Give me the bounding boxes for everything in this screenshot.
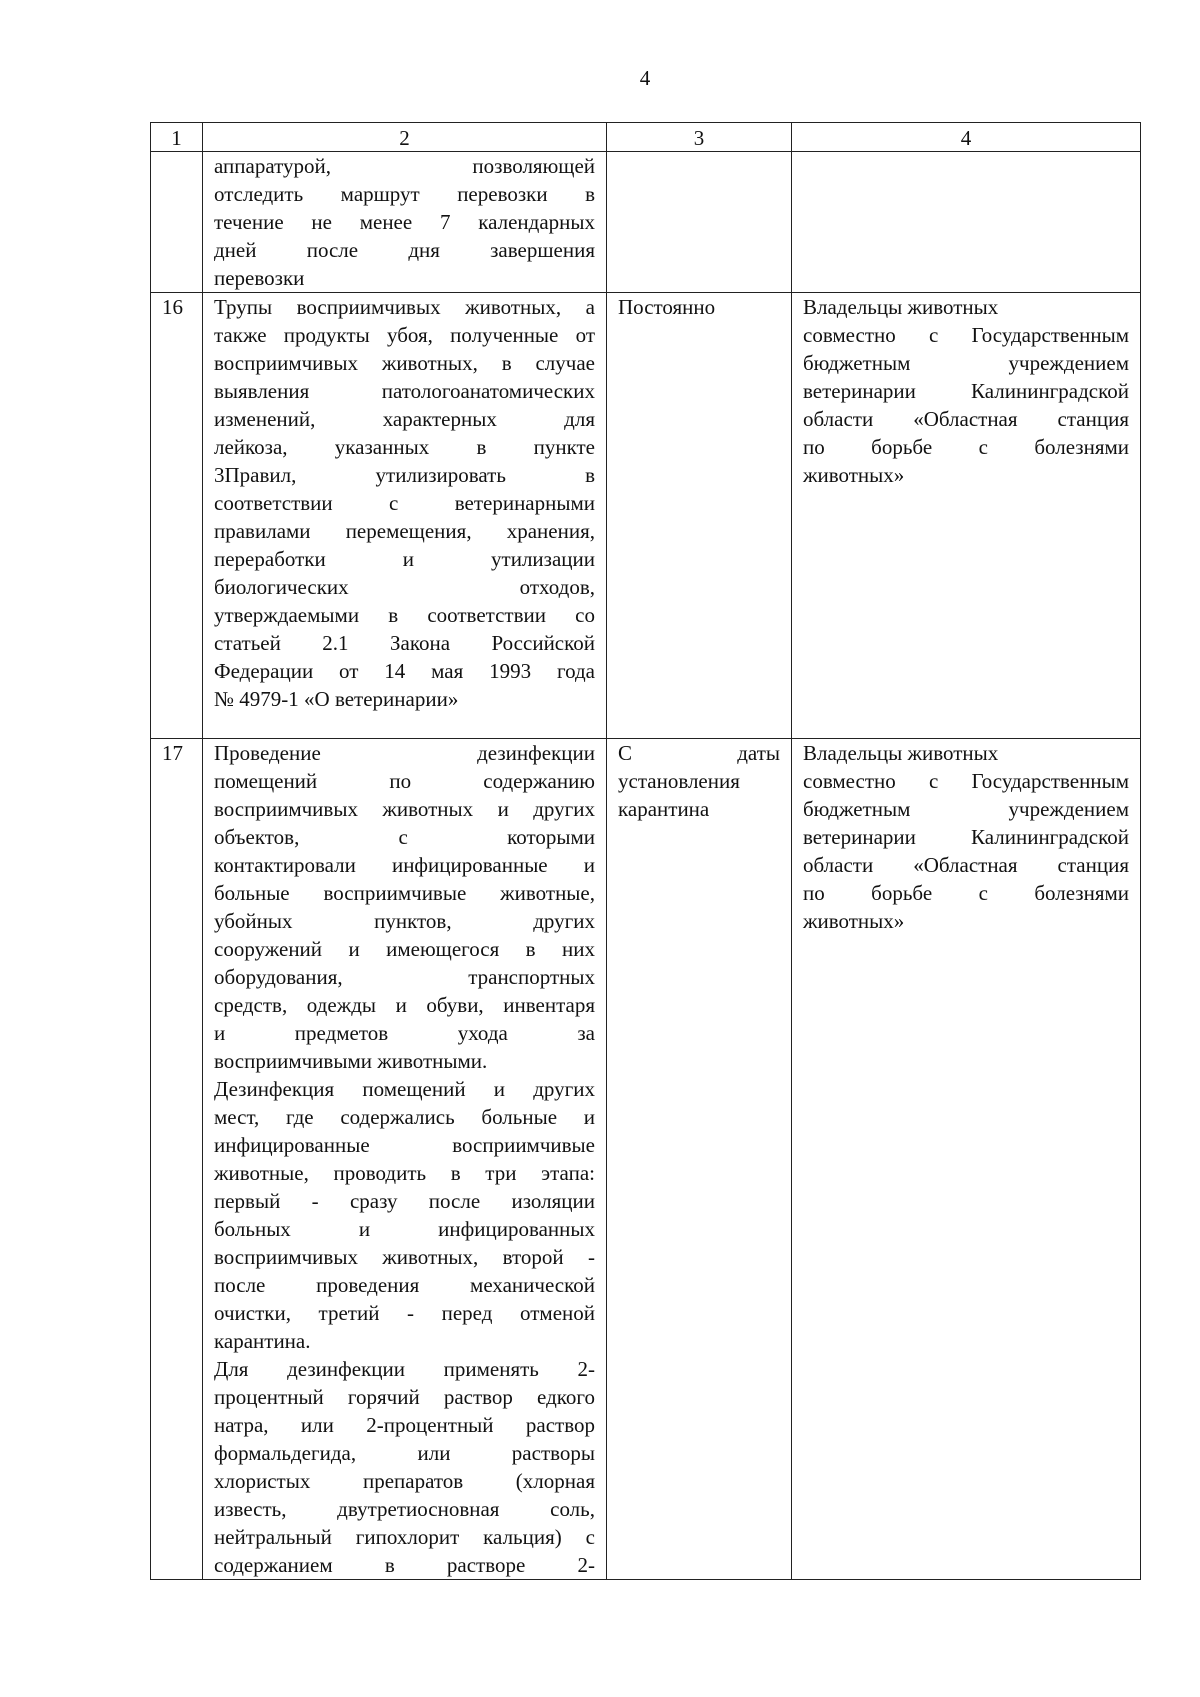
description-line: Дезинфекция помещений и других <box>214 1077 595 1101</box>
description-line: оборудования, транспортных <box>214 965 595 989</box>
continuation-line: аппаратурой, позволяющей <box>214 154 595 178</box>
table-row-17 <box>151 739 1141 1580</box>
description-line: убойных пунктов, других <box>214 909 595 933</box>
description-line: животные, проводить в три этапа: <box>214 1161 595 1185</box>
responsible-line: области «Областная станция <box>803 407 1129 431</box>
description-line: восприимчивых животных, в случае <box>214 351 595 375</box>
row-responsible <box>792 739 1141 1580</box>
row-term <box>607 739 792 1580</box>
responsible-line: совместно с Государственным <box>803 323 1129 347</box>
description-line: правилами перемещения, хранения, <box>214 519 595 543</box>
responsible-line: ветеринарии Калининградской <box>803 825 1129 849</box>
table-row-continuation <box>151 152 1141 293</box>
responsible-line: Владельцы животных <box>803 295 999 319</box>
description-line: лейкоза, указанных в пункте <box>214 435 595 459</box>
continuation-line: течение не менее 7 календарных <box>214 210 595 234</box>
row-description <box>203 293 607 739</box>
description-line: восприимчивых животных, второй - <box>214 1245 595 1269</box>
responsible-line: животных» <box>803 909 905 933</box>
description-line: соответствии с ветеринарными <box>214 491 595 515</box>
responsible-line: области «Областная станция <box>803 853 1129 877</box>
term-line: карантина <box>618 797 710 821</box>
description-line: выявления патологоанатомических <box>214 379 595 403</box>
description-line: восприимчивыми животными. <box>214 1049 488 1073</box>
description-line: и предметов ухода за <box>214 1021 595 1045</box>
description-line: изменений, характерных для <box>214 407 595 431</box>
description-line: переработки и утилизации <box>214 547 595 571</box>
row-number: 16 <box>151 293 203 739</box>
responsible-line: животных» <box>803 463 905 487</box>
header-cell-4: 4 <box>792 123 1141 152</box>
description-line: процентный горячий раствор едкого <box>214 1385 595 1409</box>
continuation-line: отследить маршрут перевозки в <box>214 182 595 206</box>
description-line: объектов, с которыми <box>214 825 595 849</box>
description-line: биологических отходов, <box>214 575 595 599</box>
row-number: 17 <box>151 739 203 1580</box>
continuation-line: перевозки <box>214 266 305 290</box>
description-line: натра, или 2-процентный раствор <box>214 1413 595 1437</box>
description-line: также продукты убоя, полученные от <box>214 323 595 347</box>
header-cell-3: 3 <box>607 123 792 152</box>
description-line: 3Правил, утилизировать в <box>214 463 595 487</box>
row-description <box>203 739 607 1580</box>
description-line: больных и инфицированных <box>214 1217 595 1241</box>
description-line: помещений по содержанию <box>214 769 595 793</box>
responsible-line: совместно с Государственным <box>803 769 1129 793</box>
row-responsible <box>792 293 1141 739</box>
description-line: нейтральный гипохлорит кальция) с <box>214 1525 595 1549</box>
description-line: очистки, третий - перед отменой <box>214 1301 595 1325</box>
header-cell-2: 2 <box>203 123 607 152</box>
continuation-term-cell <box>607 152 792 293</box>
description-line: больные восприимчивые животные, <box>214 881 595 905</box>
term-line: установления <box>618 769 740 793</box>
description-line: инфицированные восприимчивые <box>214 1133 595 1157</box>
description-line: после проведения механической <box>214 1273 595 1297</box>
description-line: восприимчивых животных и других <box>214 797 595 821</box>
responsible-line: бюджетным учреждением <box>803 797 1129 821</box>
description-line: статьей 2.1 Закона Российской <box>214 631 595 655</box>
description-line: сооружений и имеющегося в них <box>214 937 595 961</box>
description-line: первый - сразу после изоляции <box>214 1189 595 1213</box>
description-line: формальдегида, или растворы <box>214 1441 595 1465</box>
term-line: Постоянно <box>618 295 716 319</box>
responsible-line: по борьбе с болезнями <box>803 881 1129 905</box>
row-term <box>607 293 792 739</box>
description-line: утверждаемыми в соответствии со <box>214 603 595 627</box>
description-line: хлористых препаратов (хлорная <box>214 1469 595 1493</box>
description-line: содержанием в растворе 2- <box>214 1553 595 1577</box>
table-header-row <box>151 123 1141 152</box>
description-line: контактировали инфицированные и <box>214 853 595 877</box>
description-line: Федерации от 14 мая 1993 года <box>214 659 595 683</box>
continuation-description-cell <box>203 152 607 293</box>
description-line: Для дезинфекции применять 2- <box>214 1357 595 1381</box>
description-line: Проведение дезинфекции <box>214 741 595 765</box>
description-line: известь, двутретиосновная соль, <box>214 1497 595 1521</box>
measures-table <box>150 122 1141 1580</box>
description-line: № 4979-1 «О ветеринарии» <box>214 687 459 711</box>
term-line: С даты <box>618 741 780 765</box>
continuation-responsible-cell <box>792 152 1141 293</box>
header-cell-1: 1 <box>151 123 203 152</box>
page-number: 4 <box>639 66 651 90</box>
responsible-line: ветеринарии Калининградской <box>803 379 1129 403</box>
responsible-line: Владельцы животных <box>803 741 999 765</box>
table-row-16 <box>151 293 1141 739</box>
description-line: карантина. <box>214 1329 311 1353</box>
responsible-line: по борьбе с болезнями <box>803 435 1129 459</box>
continuation-num-cell <box>151 152 203 293</box>
description-line: мест, где содержались больные и <box>214 1105 595 1129</box>
responsible-line: бюджетным учреждением <box>803 351 1129 375</box>
description-line: Трупы восприимчивых животных, а <box>214 295 595 319</box>
description-line: средств, одежды и обуви, инвентаря <box>214 993 595 1017</box>
continuation-line: дней после дня завершения <box>214 238 595 262</box>
